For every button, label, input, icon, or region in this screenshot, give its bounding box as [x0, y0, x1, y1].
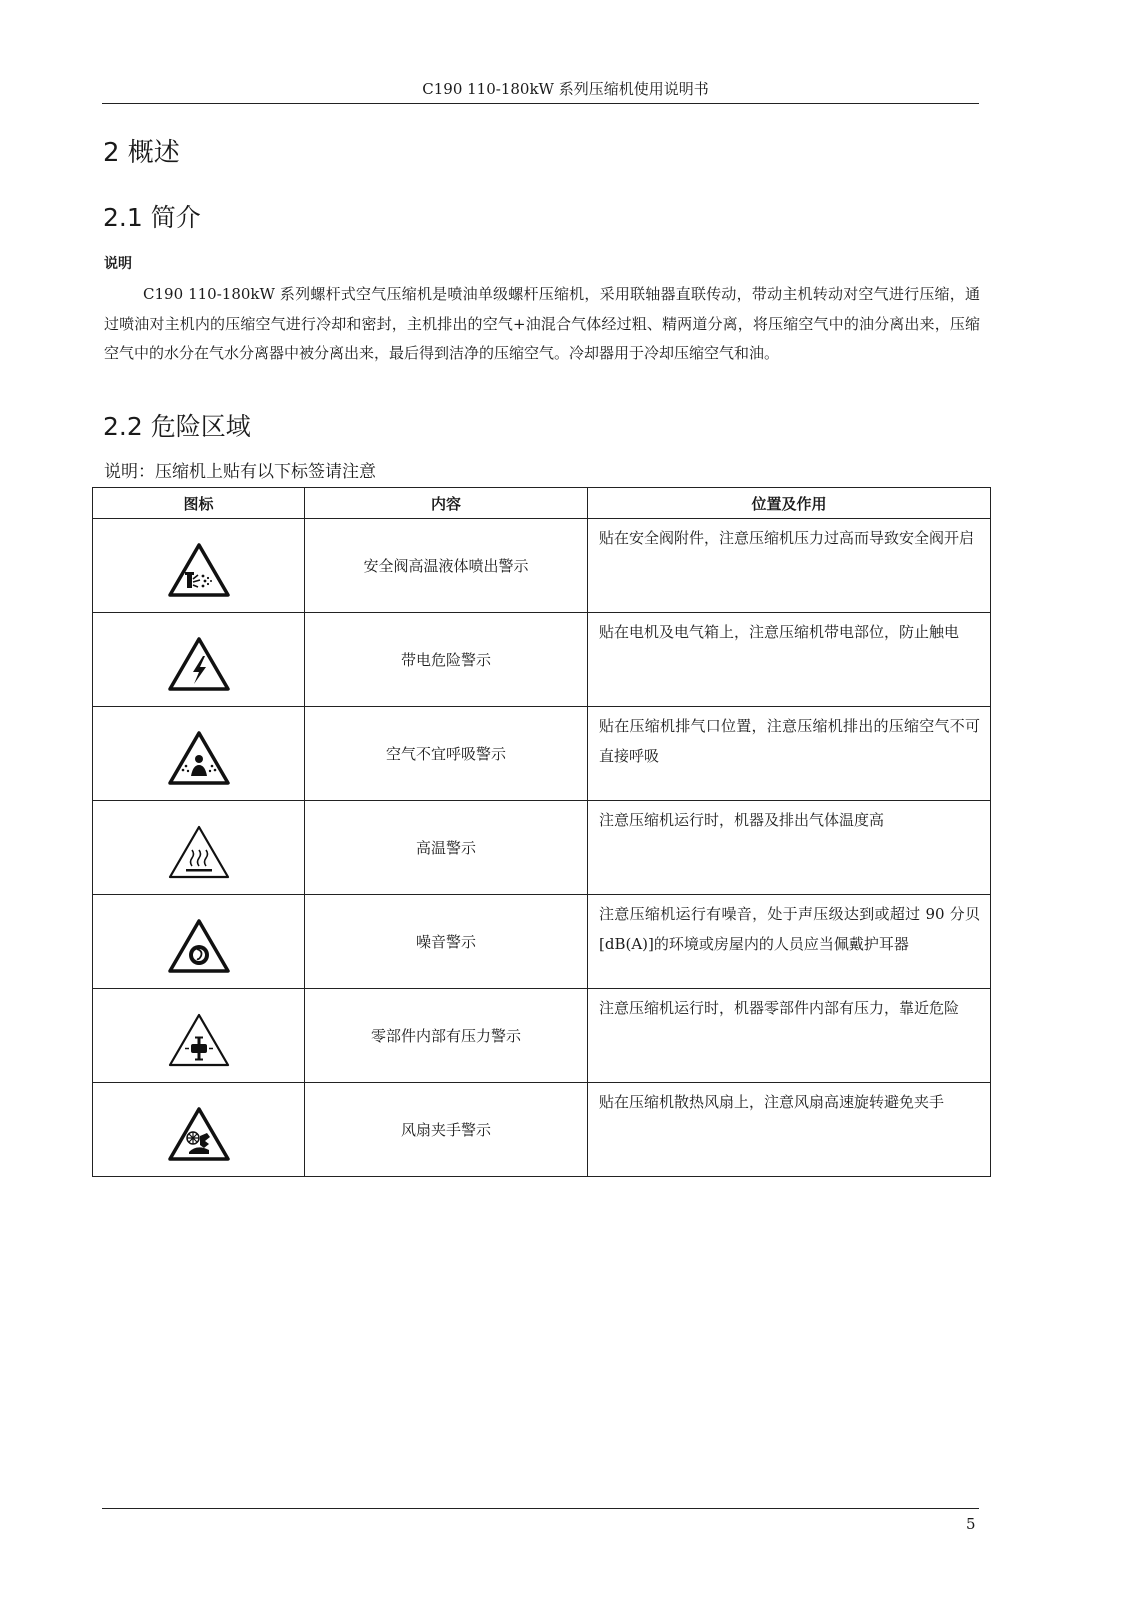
row-description: 贴在电机及电气箱上，注意压缩机带电部位，防止触电	[588, 613, 991, 707]
page-number: 5	[966, 1515, 976, 1533]
row-content: 高温警示	[305, 801, 588, 895]
no-breathing-air-warning-icon	[167, 730, 231, 786]
table-row	[93, 707, 991, 801]
hot-liquid-spray-warning-icon	[167, 542, 231, 598]
row-description: 注意压缩机运行时，机器及排出气体温度高	[588, 801, 991, 895]
header-divider	[102, 103, 979, 104]
warning-signs-table	[92, 487, 991, 1177]
footer-divider	[102, 1508, 979, 1509]
row-description: 注意压缩机运行时，机器零部件内部有压力，靠近危险	[588, 989, 991, 1083]
intro-label: 说明	[104, 256, 132, 272]
row-description: 贴在压缩机散热风扇上，注意风扇高速旋转避免夹手	[588, 1083, 991, 1177]
row-content: 空气不宜呼吸警示	[305, 707, 588, 801]
section-heading: 2 概述	[103, 138, 180, 168]
document-header-title: C190 110-180kW 系列压缩机使用说明书	[422, 80, 709, 98]
row-content: 带电危险警示	[305, 613, 588, 707]
intro-paragraph: C190 110-180kW 系列螺杆式空气压缩机是喷油单级螺杆压缩机，采用联轴器直联传动，带动主机转动对空气进行压缩，通过喷油对主机内的压缩空气进行冷却和密封，主机排出的空气+油混合气体经过粗、精两道分离，将压缩空气中的油分离出来，压缩空气中的水分在气水分离器中被分离出来，最后得到洁净的压缩空气。冷却器用于冷却压缩空气和油。	[104, 285, 981, 362]
column-header-location: 位置及作用	[588, 488, 991, 519]
noise-warning-icon	[167, 918, 231, 974]
table-row	[93, 895, 991, 989]
fan-hand-crush-warning-icon	[167, 1106, 231, 1162]
row-content: 噪音警示	[305, 895, 588, 989]
row-description: 贴在压缩机排气口位置，注意压缩机排出的压缩空气不可直接呼吸	[588, 707, 991, 801]
intro-heading: 2.1 简介	[103, 203, 201, 232]
danger-zone-heading: 2.2 危险区域	[103, 412, 251, 441]
table-row	[93, 989, 991, 1083]
hot-surface-warning-icon	[167, 824, 231, 880]
row-content: 零部件内部有压力警示	[305, 989, 588, 1083]
row-content: 安全阀高温液体喷出警示	[305, 519, 588, 613]
table-row	[93, 801, 991, 895]
row-content: 风扇夹手警示	[305, 1083, 588, 1177]
column-header-content: 内容	[305, 488, 588, 519]
table-row	[93, 1083, 991, 1177]
row-description: 注意压缩机运行有噪音，处于声压级达到或超过 90 分贝[dB(A)]的环境或房屋内的人员应当佩戴护耳器	[588, 895, 991, 989]
danger-zone-note: 说明：压缩机上贴有以下标签请注意	[104, 462, 376, 482]
table-header-row	[93, 488, 991, 519]
pressurized-parts-warning-icon	[167, 1012, 231, 1068]
table-row	[93, 519, 991, 613]
row-description: 贴在安全阀附件，注意压缩机压力过高而导致安全阀开启	[588, 519, 991, 613]
column-header-icon: 图标	[93, 488, 305, 519]
table-row	[93, 613, 991, 707]
electric-shock-warning-icon	[167, 636, 231, 692]
